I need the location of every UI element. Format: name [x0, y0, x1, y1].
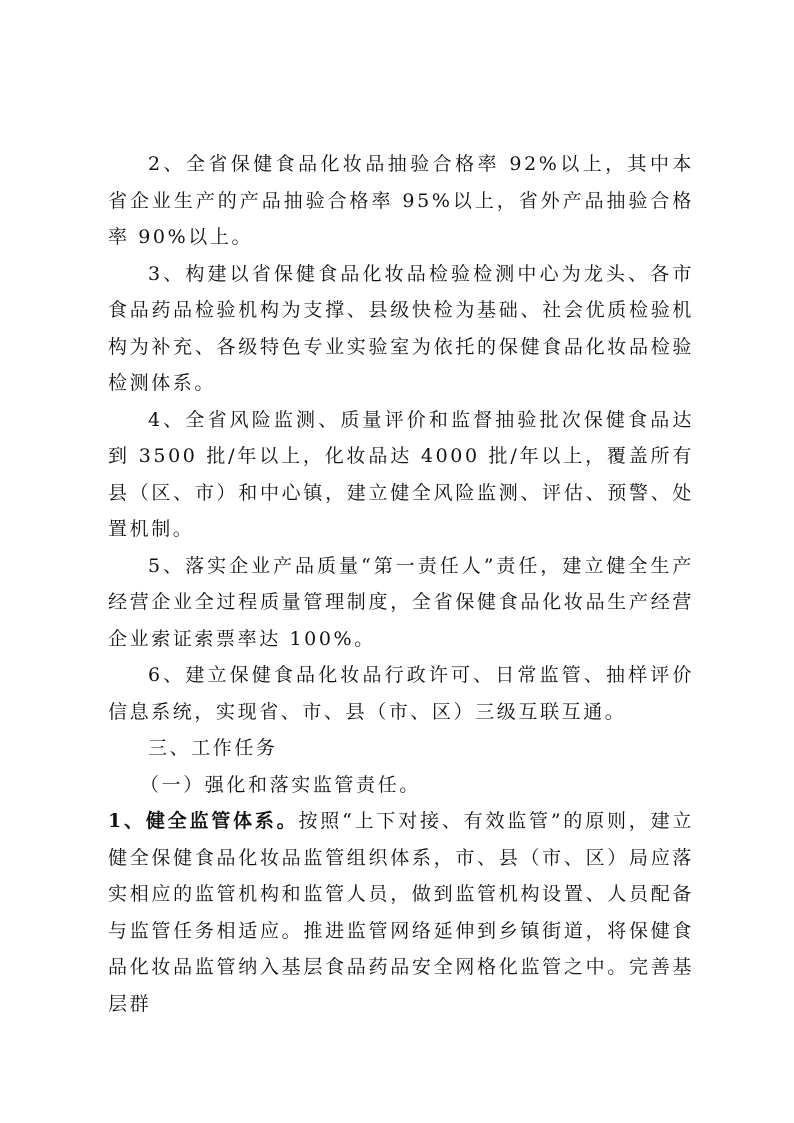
paragraph-item-3: 3、构建以省保健食品化妆品检验检测中心为龙头、各市食品药品检验机构为支撑、县级快检为基础、社会优质检验机构为补充、各级特色专业实验室为依托的保健食品化妆品检验检测体系。: [108, 262, 694, 394]
paragraph-item-4: 4、全省风险监测、质量评价和监督抽验批次保健食品达到 3500 批/年以上，化妆品达 4000 批/年以上，覆盖所有县（区、市）和中心镇，建立健全风险监测、评估、预警、处置机制。: [108, 408, 694, 540]
subsection-heading: （一）强化和落实监管责任。: [140, 773, 421, 796]
document-body: [108, 146, 694, 1022]
task-1-text: 按照“上下对接、有效监管”的原则，建立健全保健食品化妆品监管组织体系，市、县（市、区）局应落实相应的监管机构和监管人员，做到监管机构设置、人员配备与监管任务相适应。推进监管网络延伸到乡镇街道，将保健食品化妆品监管纳入基层食品药品安全网格化监管之中。完善基层群: [108, 810, 695, 1015]
task-1-title: 1、健全监管体系。: [108, 810, 299, 832]
paragraph-item-6: 6、建立保健食品化妆品行政许可、日常监管、抽样评价信息系统，实现省、市、县（市、区）三级互联互通。: [108, 664, 694, 723]
paragraph-item-2: 2、全省保健食品化妆品抽验合格率 92%以上，其中本省企业生产的产品抽验合格率 95%以上，省外产品抽验合格率 90%以上。: [108, 153, 694, 248]
paragraph-task-1: [108, 803, 694, 1022]
section-heading: 三、工作任务: [148, 737, 278, 759]
paragraph-item-5: 5、落实企业产品质量“第一责任人”责任，建立健全生产经营企业全过程质量管理制度，全省保健食品化妆品生产经营企业索证索票率达 100%。: [108, 554, 694, 650]
